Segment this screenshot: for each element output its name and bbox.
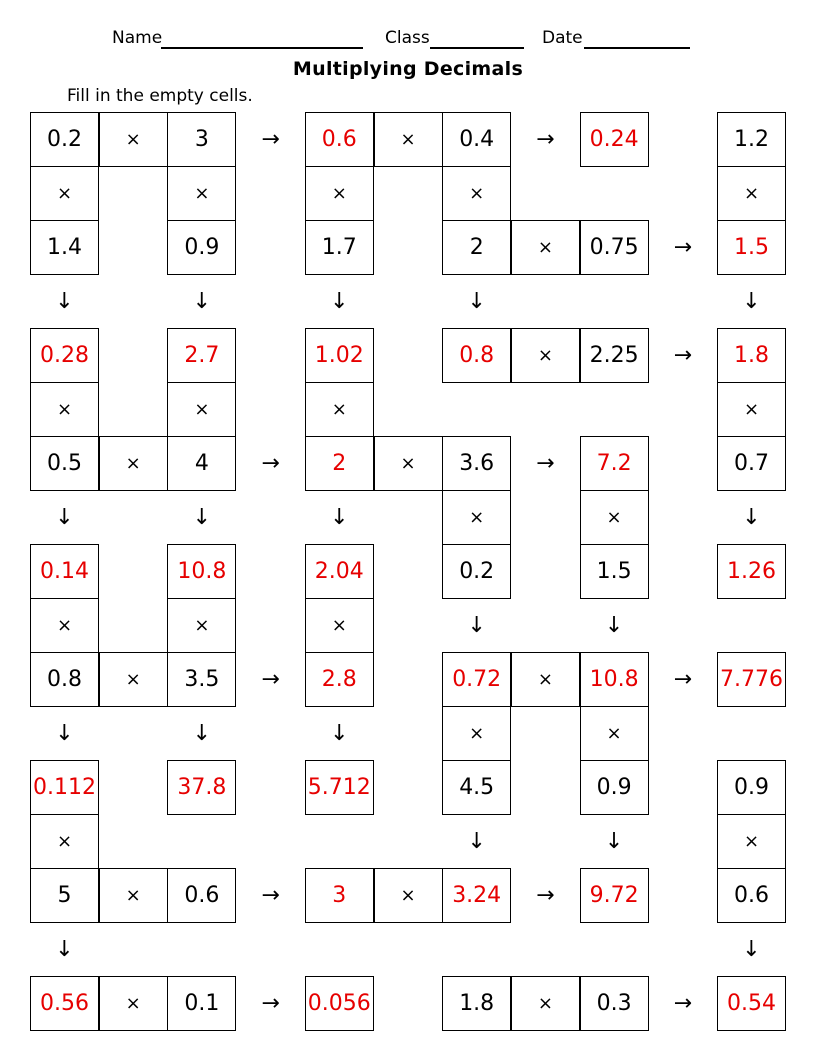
times-operator: × — [442, 490, 511, 545]
date-blank[interactable] — [584, 47, 690, 49]
puzzle-grid — [30, 112, 788, 1030]
given-cell[interactable]: 0.9 — [580, 760, 649, 815]
down-arrow-icon: ↓ — [55, 505, 74, 530]
given-cell[interactable]: 3.5 — [167, 652, 236, 707]
times-operator: × — [99, 112, 168, 167]
given-cell[interactable]: 1.7 — [305, 220, 374, 275]
date-label: Date — [542, 28, 583, 48]
given-cell[interactable]: 0.5 — [30, 436, 99, 491]
right-arrow-icon: → — [261, 127, 280, 152]
times-operator: × — [30, 382, 99, 437]
given-cell[interactable]: 4 — [167, 436, 236, 491]
given-cell[interactable]: 0.75 — [580, 220, 649, 275]
times-operator: × — [717, 382, 786, 437]
answer-cell[interactable]: 37.8 — [167, 760, 236, 815]
down-arrow-icon: ↓ — [192, 289, 212, 314]
answer-cell[interactable]: 2.04 — [305, 544, 374, 599]
down-arrow-icon: ↓ — [742, 289, 761, 314]
answer-cell[interactable]: 7.2 — [580, 436, 649, 491]
times-operator: × — [717, 166, 786, 221]
down-arrow-icon: ↓ — [330, 289, 349, 314]
given-cell[interactable]: 0.2 — [442, 544, 511, 599]
times-operator: × — [580, 490, 649, 545]
given-cell[interactable]: 0.2 — [30, 112, 99, 167]
given-cell[interactable]: 3.6 — [442, 436, 511, 491]
right-arrow-icon: → — [536, 127, 555, 152]
times-operator: × — [580, 706, 649, 761]
answer-cell[interactable]: 1.5 — [717, 220, 786, 275]
down-arrow-icon: ↓ — [604, 829, 624, 854]
class-label: Class — [385, 28, 430, 48]
answer-cell[interactable]: 0.8 — [442, 328, 511, 383]
down-arrow-icon: ↓ — [192, 505, 212, 530]
answer-cell[interactable]: 10.8 — [167, 544, 236, 599]
answer-cell[interactable]: 3 — [305, 868, 374, 923]
down-arrow-icon: ↓ — [742, 937, 761, 962]
answer-cell[interactable]: 5.712 — [305, 760, 374, 815]
right-arrow-icon: → — [536, 883, 555, 908]
right-arrow-icon: → — [261, 883, 280, 908]
given-cell[interactable]: 5 — [30, 868, 99, 923]
answer-cell[interactable]: 0.6 — [305, 112, 374, 167]
given-cell[interactable]: 0.4 — [442, 112, 511, 167]
down-arrow-icon: ↓ — [55, 289, 74, 314]
answer-cell[interactable]: 2.7 — [167, 328, 236, 383]
given-cell[interactable]: 0.6 — [167, 868, 236, 923]
times-operator: × — [30, 598, 99, 653]
times-operator: × — [374, 436, 443, 491]
given-cell[interactable]: 0.9 — [717, 760, 786, 815]
answer-cell[interactable]: 0.112 — [30, 760, 99, 815]
times-operator: × — [511, 328, 580, 383]
given-cell[interactable]: 0.8 — [30, 652, 99, 707]
given-cell[interactable]: 0.7 — [717, 436, 786, 491]
given-cell[interactable]: 0.1 — [167, 976, 236, 1031]
times-operator: × — [374, 868, 443, 923]
times-operator: × — [99, 436, 168, 491]
answer-cell[interactable]: 0.056 — [305, 976, 374, 1031]
given-cell[interactable]: 1.5 — [580, 544, 649, 599]
given-cell[interactable]: 4.5 — [442, 760, 511, 815]
answer-cell[interactable]: 0.72 — [442, 652, 511, 707]
times-operator: × — [305, 598, 374, 653]
times-operator: × — [167, 382, 236, 437]
answer-cell[interactable]: 1.8 — [717, 328, 786, 383]
answer-cell[interactable]: 0.54 — [717, 976, 786, 1031]
times-operator: × — [511, 652, 580, 707]
times-operator: × — [511, 220, 580, 275]
answer-cell[interactable]: 2.8 — [305, 652, 374, 707]
answer-cell[interactable]: 10.8 — [580, 652, 649, 707]
times-operator: × — [30, 814, 99, 869]
answer-cell[interactable]: 9.72 — [580, 868, 649, 923]
down-arrow-icon: ↓ — [330, 721, 349, 746]
answer-cell[interactable]: 0.14 — [30, 544, 99, 599]
down-arrow-icon: ↓ — [192, 721, 212, 746]
times-operator: × — [167, 598, 236, 653]
given-cell[interactable]: 2 — [442, 220, 511, 275]
page-title: Multiplying Decimals — [292, 58, 524, 80]
answer-cell[interactable]: 3.24 — [442, 868, 511, 923]
times-operator: × — [99, 652, 168, 707]
answer-cell[interactable]: 1.26 — [717, 544, 786, 599]
times-operator: × — [99, 868, 168, 923]
right-arrow-icon: → — [673, 991, 693, 1016]
given-cell[interactable]: 3 — [167, 112, 236, 167]
down-arrow-icon: ↓ — [467, 613, 486, 638]
answer-cell[interactable]: 2 — [305, 436, 374, 491]
times-operator: × — [442, 706, 511, 761]
answer-cell[interactable]: 7.776 — [717, 652, 786, 707]
times-operator: × — [167, 166, 236, 221]
given-cell[interactable]: 0.6 — [717, 868, 786, 923]
given-cell[interactable]: 1.2 — [717, 112, 786, 167]
answer-cell[interactable]: 0.24 — [580, 112, 649, 167]
down-arrow-icon: ↓ — [467, 829, 486, 854]
down-arrow-icon: ↓ — [55, 721, 74, 746]
down-arrow-icon: ↓ — [604, 613, 624, 638]
worksheet-header — [0, 28, 816, 52]
down-arrow-icon: ↓ — [467, 289, 486, 314]
name-blank[interactable] — [161, 47, 363, 49]
instructions: Fill in the empty cells. — [67, 86, 253, 106]
times-operator: × — [305, 382, 374, 437]
given-cell[interactable]: 1.8 — [442, 976, 511, 1031]
right-arrow-icon: → — [673, 667, 693, 692]
given-cell[interactable]: 2.25 — [580, 328, 649, 383]
class-blank[interactable] — [430, 47, 524, 49]
right-arrow-icon: → — [673, 235, 693, 260]
right-arrow-icon: → — [261, 451, 280, 476]
given-cell[interactable]: 1.4 — [30, 220, 99, 275]
down-arrow-icon: ↓ — [742, 505, 761, 530]
times-operator: × — [305, 166, 374, 221]
times-operator: × — [511, 976, 580, 1031]
down-arrow-icon: ↓ — [55, 937, 74, 962]
given-cell[interactable]: 0.9 — [167, 220, 236, 275]
times-operator: × — [442, 166, 511, 221]
down-arrow-icon: ↓ — [330, 505, 349, 530]
right-arrow-icon: → — [261, 991, 280, 1016]
times-operator: × — [374, 112, 443, 167]
right-arrow-icon: → — [673, 343, 693, 368]
times-operator: × — [717, 814, 786, 869]
answer-cell[interactable]: 0.28 — [30, 328, 99, 383]
answer-cell[interactable]: 0.56 — [30, 976, 99, 1031]
times-operator: × — [30, 166, 99, 221]
right-arrow-icon: → — [261, 667, 280, 692]
answer-cell[interactable]: 1.02 — [305, 328, 374, 383]
given-cell[interactable]: 0.3 — [580, 976, 649, 1031]
right-arrow-icon: → — [536, 451, 555, 476]
times-operator: × — [99, 976, 168, 1031]
name-label: Name — [112, 28, 163, 48]
